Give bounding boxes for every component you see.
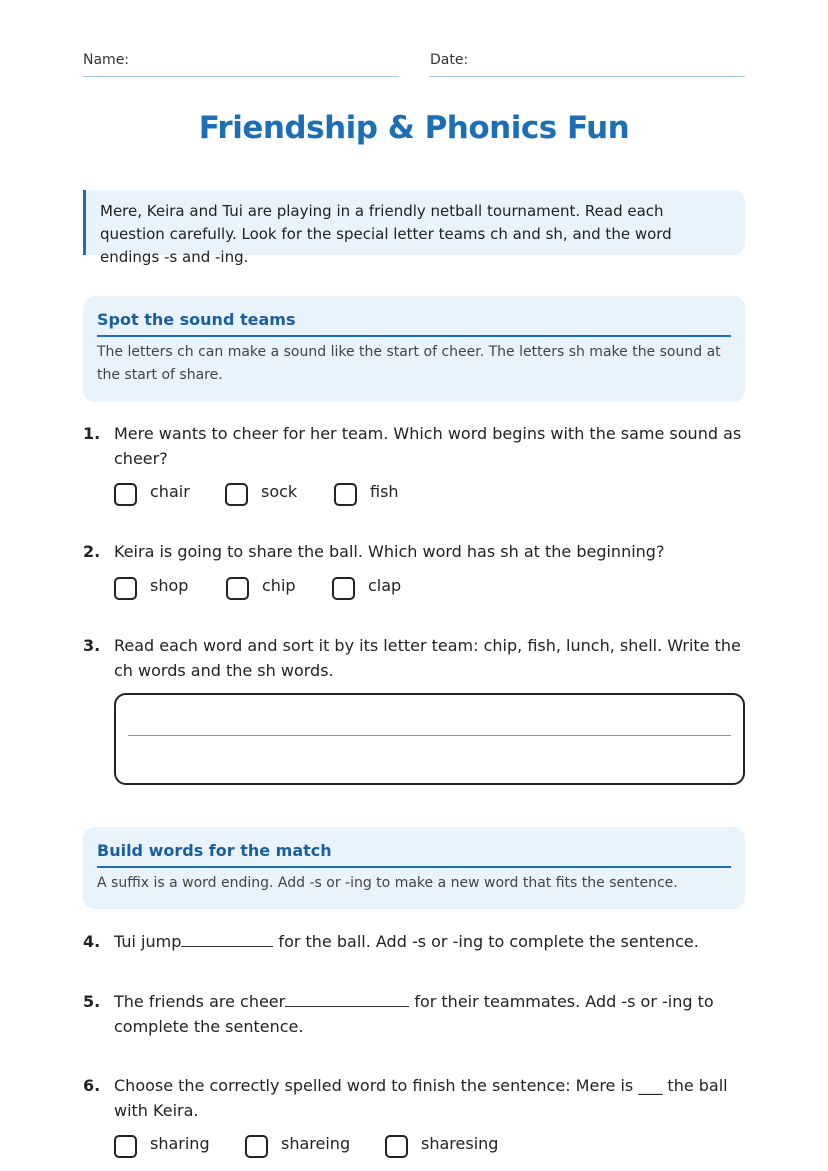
sentence-start: The friends are cheer [114,992,286,1011]
question-4 [83,929,745,954]
checkbox[interactable] [225,483,248,506]
option-label: clap [368,576,402,595]
question-3 [83,633,745,683]
answer-blank[interactable] [181,930,273,947]
sentence-end: for the ball. Add -s or -ing to complete the sentence. [273,932,699,951]
page-title: Friendship & Phonics Fun [198,110,630,146]
checkbox[interactable] [385,1135,408,1158]
answer-line [128,735,731,736]
question-text [114,989,745,1039]
question-number: 2. [83,542,101,561]
option-label: fish [370,482,399,501]
section-description: The letters ch can make a sound like the start of cheer. The letters sh make the sound at the start of share. [97,344,721,383]
section-title: Spot the sound teams [97,310,731,337]
question-number: 6. [83,1076,101,1095]
question-text [114,929,745,954]
question-text: Read each word and sort it by its letter team: chip, fish, lunch, shell. Write the ch words and the sh words. [114,636,741,680]
checkbox[interactable] [114,483,137,506]
option-label: sharesing [421,1134,499,1153]
checkbox[interactable] [245,1135,268,1158]
option-label: sock [261,482,298,501]
option-label: shareing [281,1134,351,1153]
option-label: chip [262,576,296,595]
date-field[interactable] [430,76,745,77]
section-spot-sound-teams [83,296,745,402]
question-text: Mere wants to cheer for her team. Which word begins with the same sound as cheer? [114,424,742,468]
checkbox[interactable] [114,577,137,600]
checkbox[interactable] [334,483,357,506]
question-6 [83,1073,745,1123]
question-text: Choose the correctly spelled word to finish the sentence: Mere is ___ the ball with Keira. [114,1076,728,1120]
intro-callout: Mere, Keira and Tui are playing in a friendly netball tournament. Read each question carefully. Look for the special letter teams ch and sh, and the word endings -s and -ing. [83,190,745,255]
date-label: Date: [430,52,469,68]
question-text: Keira is going to share the ball. Which word has sh at the beginning? [114,542,665,561]
section-description: A suffix is a word ending. Add -s or -ing to make a new word that fits the sentence. [97,875,678,891]
option-label: shop [150,576,189,595]
question-number: 4. [83,932,101,951]
name-field[interactable] [83,76,399,77]
question-number: 1. [83,424,101,443]
answer-box[interactable] [114,693,745,785]
name-label: Name: [83,52,130,68]
question-number: 5. [83,992,101,1011]
checkbox[interactable] [332,577,355,600]
option-label: sharing [150,1134,210,1153]
sentence-end: for their teammates. Add -s or -ing to complete the sentence. [114,992,714,1036]
question-number: 3. [83,636,101,655]
checkbox[interactable] [114,1135,137,1158]
question-5 [83,989,745,1039]
checkbox[interactable] [226,577,249,600]
question-1 [83,421,745,471]
option-label: chair [150,482,190,501]
answer-blank[interactable] [285,990,409,1007]
question-2 [83,539,745,564]
sentence-start: Tui jump [114,932,182,951]
section-build-words [83,827,745,909]
section-title: Build words for the match [97,841,731,868]
